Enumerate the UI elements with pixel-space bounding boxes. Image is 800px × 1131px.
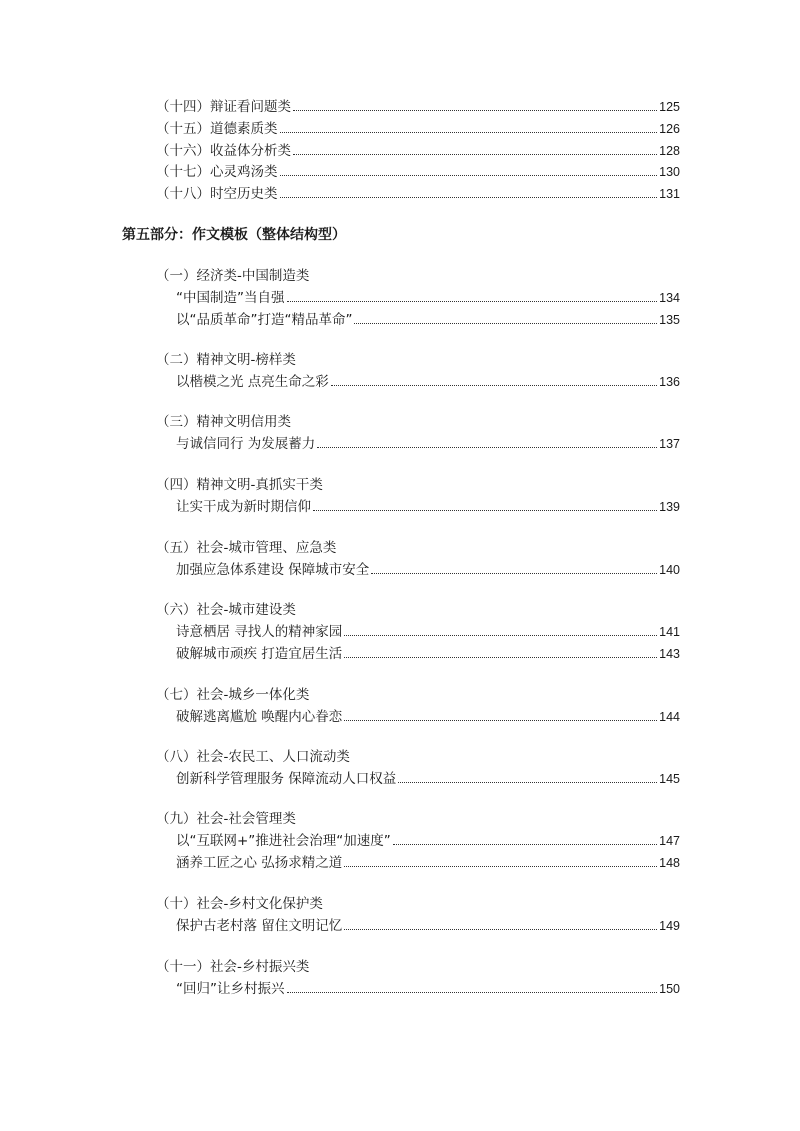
toc-entry[interactable] [176, 433, 680, 455]
toc-page-number: 141 [659, 625, 680, 639]
dot-leader [280, 132, 658, 133]
toc-entry[interactable] [176, 830, 680, 852]
dot-leader [354, 323, 657, 324]
toc-entry-title: 与诚信同行 为发展蓄力 [176, 436, 316, 452]
toc-entry[interactable] [176, 643, 680, 665]
section-heading: （五）社会-城市管理、应急类 [156, 540, 337, 556]
toc-entry[interactable] [156, 183, 680, 205]
dot-leader [287, 301, 658, 302]
section-heading: （三）精神文明信用类 [156, 414, 291, 430]
toc-entry-title: 以“互联网+”推进社会治理“加速度” [176, 833, 391, 849]
toc-page-number: 137 [659, 437, 680, 451]
toc-entry-title: 以“品质革命”打造“精品革命” [176, 312, 353, 328]
toc-entry[interactable] [156, 161, 680, 183]
toc-entry[interactable] [176, 309, 680, 331]
section-heading: （六）社会-城市建设类 [156, 602, 296, 618]
toc-entry[interactable] [176, 852, 680, 874]
dot-leader [293, 110, 657, 111]
toc-entry-title: 创新科学管理服务 保障流动人口权益 [176, 771, 397, 787]
toc-entry[interactable] [176, 287, 680, 309]
toc-entry-label: （十七）心灵鸡汤类 [156, 164, 278, 180]
dot-leader [344, 929, 657, 930]
toc-entry[interactable] [176, 768, 680, 790]
toc-entry-title: 破解城市顽疾 打造宜居生活 [176, 646, 343, 662]
toc-entry-title: 让实干成为新时期信仰 [176, 499, 311, 515]
toc-entry-label: （十五）道德素质类 [156, 121, 278, 137]
toc-entry-title: 保护古老村落 留住文明记忆 [176, 918, 343, 934]
toc-entry[interactable] [156, 96, 680, 118]
section-heading: （一）经济类-中国制造类 [156, 268, 310, 284]
toc-page-number: 150 [659, 982, 680, 996]
toc-page-number: 139 [659, 500, 680, 514]
toc-page-number: 144 [659, 710, 680, 724]
toc-entry[interactable] [176, 915, 680, 937]
toc-entry-title: 以楷模之光 点亮生命之彩 [176, 374, 329, 390]
dot-leader [293, 154, 657, 155]
toc-entry-title: 破解逃离尴尬 唤醒内心眷恋 [176, 709, 343, 725]
dot-leader [317, 447, 657, 448]
dot-leader [313, 510, 657, 511]
dot-leader [344, 866, 657, 867]
dot-leader [371, 573, 657, 574]
toc-entry-title: “中国制造”当自强 [176, 290, 285, 306]
section-heading: （四）精神文明-真抓实干类 [156, 477, 323, 493]
toc-page-number: 128 [659, 144, 680, 158]
toc-page-number: 134 [659, 291, 680, 305]
section-heading: （九）社会-社会管理类 [156, 811, 296, 827]
section-heading: （七）社会-城乡一体化类 [156, 687, 310, 703]
dot-leader [280, 197, 658, 198]
toc-page-number: 147 [659, 834, 680, 848]
part-title: 第五部分：作文模板（整体结构型） [122, 227, 346, 243]
toc-page-number: 126 [659, 122, 680, 136]
toc-page-number: 130 [659, 165, 680, 179]
toc-page-number: 135 [659, 313, 680, 327]
toc-page-number: 148 [659, 856, 680, 870]
toc-entry[interactable] [156, 118, 680, 140]
toc-entry-label: （十四）辩证看问题类 [156, 99, 291, 115]
section-heading: （二）精神文明-榜样类 [156, 352, 296, 368]
toc-entry-label: （十六）收益体分析类 [156, 143, 291, 159]
dot-leader [344, 635, 657, 636]
toc-page-number: 125 [659, 100, 680, 114]
toc-entry-title: 加强应急体系建设 保障城市安全 [176, 562, 370, 578]
toc-entry-title: “回归”让乡村振兴 [176, 981, 285, 997]
toc-page-number: 136 [659, 375, 680, 389]
toc-page-number: 145 [659, 772, 680, 786]
toc-entry[interactable] [156, 140, 680, 162]
toc-page-number: 149 [659, 919, 680, 933]
section-heading: （八）社会-农民工、人口流动类 [156, 749, 350, 765]
toc-entry[interactable] [176, 496, 680, 518]
toc-page-number: 143 [659, 647, 680, 661]
toc-entry[interactable] [176, 371, 680, 393]
toc-entry[interactable] [176, 559, 680, 581]
dot-leader [331, 385, 657, 386]
dot-leader [344, 720, 657, 721]
section-heading: （十一）社会-乡村振兴类 [156, 959, 310, 975]
toc-entry-label: （十八）时空历史类 [156, 186, 278, 202]
toc-entry[interactable] [176, 706, 680, 728]
dot-leader [280, 175, 658, 176]
toc-entry-title: 诗意栖居 寻找人的精神家园 [176, 624, 343, 640]
dot-leader [344, 657, 657, 658]
toc-entry[interactable] [176, 978, 680, 1000]
dot-leader [287, 992, 658, 993]
toc-page-number: 131 [659, 187, 680, 201]
section-heading: （十）社会-乡村文化保护类 [156, 896, 323, 912]
toc-entry[interactable] [176, 621, 680, 643]
toc-page-number: 140 [659, 563, 680, 577]
dot-leader [393, 844, 657, 845]
dot-leader [398, 782, 657, 783]
toc-entry-title: 涵养工匠之心 弘扬求精之道 [176, 855, 343, 871]
